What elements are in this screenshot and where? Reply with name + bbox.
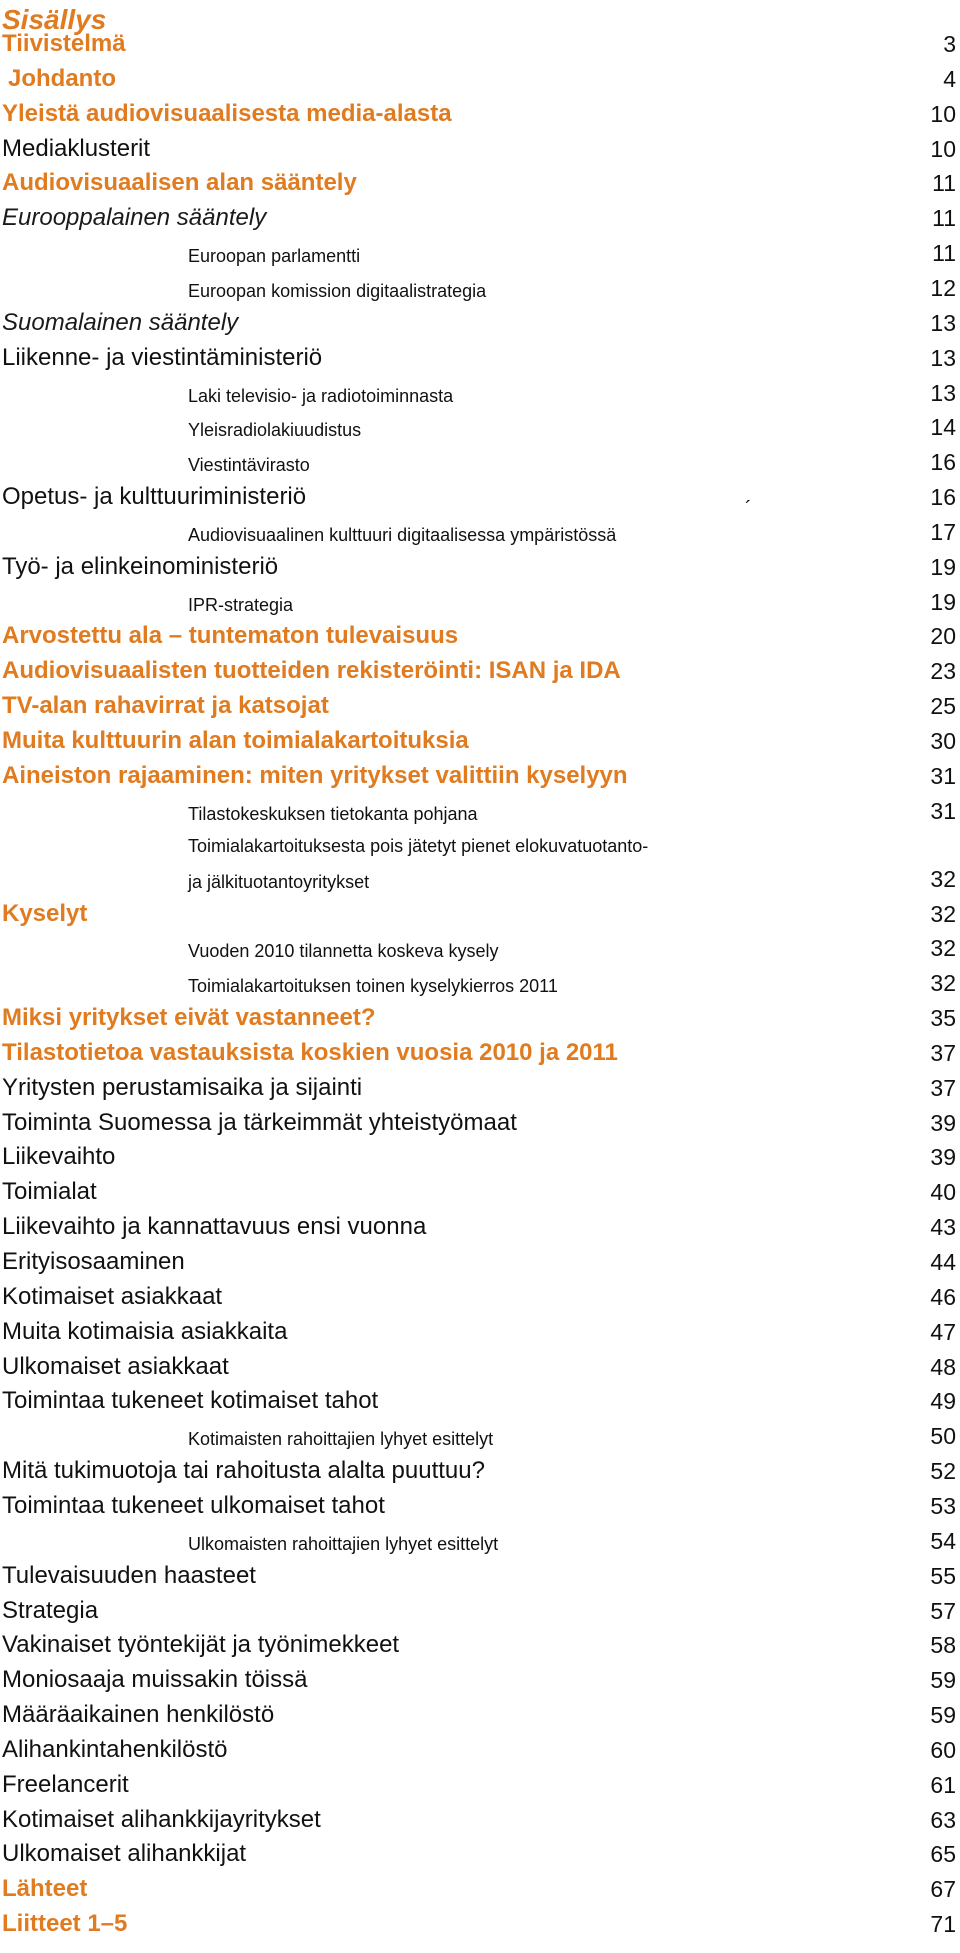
toc-entry-title: Toiminta Suomessa ja tärkeimmät yhteistyömaat xyxy=(2,1108,517,1136)
toc-entry[interactable] xyxy=(0,588,960,622)
toc-entry-title: Muita kulttuurin alan toimialakartoituksia xyxy=(2,727,469,754)
toc-entry-page: 16 xyxy=(930,484,956,511)
toc-entry-page: 13 xyxy=(930,309,956,336)
toc-entry-title: Laki televisio- ja radiotoiminnasta xyxy=(188,385,454,406)
toc-entry-page: 46 xyxy=(930,1283,956,1310)
toc-entry[interactable] xyxy=(0,518,960,552)
toc-entry-page: 47 xyxy=(930,1318,956,1345)
toc-entry[interactable] xyxy=(0,448,960,482)
toc-entry[interactable] xyxy=(0,135,960,169)
toc-entry[interactable] xyxy=(0,1387,960,1421)
toc-entry-title: Tilastokeskuksen tietokanta pohjana xyxy=(188,803,478,824)
toc-entry-page: 48 xyxy=(930,1353,956,1380)
toc-entry-page: 25 xyxy=(930,693,956,720)
toc-entry[interactable] xyxy=(0,1910,960,1944)
toc-entry[interactable] xyxy=(0,1527,960,1561)
toc-entry-page: 19 xyxy=(930,588,956,615)
toc-entry[interactable] xyxy=(0,1597,960,1631)
toc-entry-page: 40 xyxy=(930,1179,956,1206)
toc-entry[interactable] xyxy=(0,483,960,517)
toc-entry-page: 55 xyxy=(930,1562,956,1589)
toc-entry[interactable] xyxy=(0,1213,960,1247)
toc-entry-title: Yleisradiolakiuudistus xyxy=(188,420,362,441)
toc-entry-page: 20 xyxy=(930,623,956,650)
toc-entry[interactable] xyxy=(0,1318,960,1352)
toc-entry-page: 59 xyxy=(930,1667,956,1694)
toc-entry-page: 4 xyxy=(943,65,956,92)
toc-entry-title: Freelancerit xyxy=(2,1770,129,1798)
toc-entry[interactable] xyxy=(0,1806,960,1840)
toc-entry[interactable] xyxy=(0,1353,960,1387)
toc-entry-page: 11 xyxy=(932,170,956,197)
toc-entry[interactable] xyxy=(0,622,960,656)
toc-entry[interactable] xyxy=(0,344,960,378)
toc-entry-title: Alihankintahenkilöstö xyxy=(2,1735,228,1763)
toc-entry-title: Kotimaisten rahoittajien lyhyet esittelyt xyxy=(188,1429,494,1450)
toc-entry[interactable] xyxy=(0,65,960,99)
toc-entry-title: Euroopan komission digitaalistrategia xyxy=(188,280,487,301)
toc-entry[interactable] xyxy=(0,169,960,203)
toc-entry[interactable] xyxy=(0,204,960,238)
toc-entry-title: Liitteet 1–5 xyxy=(2,1910,128,1938)
toc-entry[interactable] xyxy=(0,30,960,64)
toc-entry[interactable] xyxy=(0,865,960,899)
toc-entry-title: Eurooppalainen sääntely xyxy=(2,204,267,232)
toc-entry-title: Arvostettu ala – tuntematon tulevaisuus xyxy=(2,622,459,650)
toc-entry-page: 32 xyxy=(930,865,956,892)
toc-entry-title: Määräaikainen henkilöstö xyxy=(2,1701,275,1729)
toc-entry-title: Yritysten perustamisaika ja sijainti xyxy=(2,1073,363,1101)
toc-entry[interactable] xyxy=(0,1631,960,1665)
toc-entry-page: 39 xyxy=(930,1109,956,1136)
toc-entry-page: 11 xyxy=(932,205,956,232)
toc-entry-page: 13 xyxy=(930,344,956,371)
toc-entry-title: Audiovisuaalisen alan sääntely xyxy=(2,169,357,197)
toc-entry-page: 32 xyxy=(930,935,956,962)
toc-entry-title: Mitä tukimuotoja tai rahoitusta alalta puuttuu? xyxy=(2,1457,485,1485)
toc-entry[interactable] xyxy=(0,413,960,447)
toc-entry-title: Ulkomaiset alihankkijat xyxy=(2,1840,247,1868)
toc-entry-title: Toimialakartoituksen toinen kyselykierros 2011 xyxy=(188,976,558,997)
toc-entry[interactable] xyxy=(0,1004,960,1038)
toc-entry-page: 65 xyxy=(930,1841,956,1868)
toc-entry[interactable] xyxy=(0,1771,960,1805)
toc-entry-title: Ulkomaisten rahoittajien lyhyet esittelyt xyxy=(188,1533,499,1554)
toc-entry[interactable] xyxy=(0,1283,960,1317)
toc-entry-page: 19 xyxy=(930,553,956,580)
toc-entry[interactable] xyxy=(0,692,960,726)
toc-entry-page: 67 xyxy=(930,1876,956,1903)
toc-entry-title: Audiovisuaalinen kulttuuri digitaalisessa ympäristössä xyxy=(188,524,617,545)
toc-entry-page: 44 xyxy=(930,1249,956,1275)
toc-entry-title: Vakinaiset työntekijät ja työnimekkeet xyxy=(2,1631,400,1659)
toc-entry[interactable] xyxy=(0,762,960,796)
toc-entry-title: IPR-strategia xyxy=(188,594,294,615)
toc-entry-title: Tulevaisuuden haasteet xyxy=(2,1561,256,1589)
toc-entry-page: 63 xyxy=(930,1806,956,1833)
toc-entry-page: 32 xyxy=(930,970,956,997)
toc-entry-title: Liikenne- ja viestintäministeriö xyxy=(2,343,323,371)
toc-entry-page: 16 xyxy=(930,449,956,476)
toc-entry-title: Kyselyt xyxy=(2,899,88,927)
toc-entry-page: 37 xyxy=(930,1039,956,1066)
toc-entry[interactable] xyxy=(0,657,960,691)
toc-entry-page: 35 xyxy=(930,1005,956,1032)
toc-entry-page: 53 xyxy=(930,1492,956,1519)
toc-heading: Sisällys xyxy=(2,4,107,35)
toc-entry-page: 61 xyxy=(930,1771,956,1798)
toc-entry[interactable] xyxy=(0,1109,960,1143)
toc-entry[interactable] xyxy=(0,309,960,343)
toc-entry[interactable] xyxy=(0,1492,960,1526)
toc-entry-title: Työ- ja elinkeinoministeriö xyxy=(2,552,279,580)
toc-entry-title: Suomalainen sääntely xyxy=(2,308,239,336)
toc-entry-title-continued: Toimialakartoituksesta pois jätetyt pienet elokuvatuotanto- xyxy=(188,835,649,856)
toc-entry[interactable] xyxy=(0,239,960,273)
toc-entry[interactable] xyxy=(0,553,960,587)
toc-entry-title: Erityisosaaminen xyxy=(2,1248,185,1275)
toc-entry-title: Liikevaihto ja kannattavuus ensi vuonna xyxy=(2,1213,427,1241)
toc-entry-title: Toimintaa tukeneet ulkomaiset tahot xyxy=(2,1491,385,1519)
toc-entry[interactable] xyxy=(0,969,960,1003)
toc-entry-page: 3 xyxy=(943,31,956,57)
toc-entry-page: 54 xyxy=(930,1527,956,1554)
toc-entry-title: Toimintaa tukeneet kotimaiset tahot xyxy=(2,1387,379,1415)
toc-entry-title: ja jälkituotantoyritykset xyxy=(188,871,370,892)
toc-entry-title: Audiovisuaalisten tuotteiden rekisteröinti: ISAN ja IDA xyxy=(2,657,621,685)
toc-entry-page: 13 xyxy=(930,379,956,406)
toc-entry-page: 57 xyxy=(930,1597,956,1624)
toc-entry[interactable] xyxy=(0,1736,960,1770)
toc-entry-page: 58 xyxy=(930,1632,956,1659)
toc-entry[interactable] xyxy=(0,727,960,761)
toc-entry-title: Kotimaiset alihankkijayritykset xyxy=(2,1805,321,1833)
toc-entry-page: 43 xyxy=(930,1214,956,1241)
toc-entry-title: Liikevaihto xyxy=(2,1143,116,1171)
toc-entry-page: 17 xyxy=(930,518,956,545)
toc-entry[interactable] xyxy=(0,1039,960,1073)
toc-entry-page: 10 xyxy=(930,135,956,162)
toc-entry-page: 50 xyxy=(930,1423,956,1450)
toc-entry-page: 14 xyxy=(930,414,956,441)
toc-entry[interactable] xyxy=(0,1840,960,1874)
toc-entry-page: 11 xyxy=(932,240,956,267)
toc-entry-page: 60 xyxy=(930,1736,956,1763)
toc-entry-title: Miksi yritykset eivät vastanneet? xyxy=(2,1004,376,1032)
toc-entry-title: Vuoden 2010 tilannetta koskeva kysely xyxy=(188,941,499,962)
toc-entry-title: TV-alan rahavirrat ja katsojat xyxy=(2,692,329,720)
toc-entry-page: 12 xyxy=(930,274,956,301)
stray-mark: ´ xyxy=(745,498,752,520)
toc-entry-title: Euroopan parlamentti xyxy=(188,246,361,267)
toc-entry[interactable] xyxy=(0,379,960,413)
toc-entry-title: Toimialat xyxy=(2,1178,97,1206)
toc-entry-page: 23 xyxy=(930,658,956,685)
toc-entry[interactable] xyxy=(0,1143,960,1177)
toc-entry-title: Mediaklusterit xyxy=(2,134,151,162)
toc-entry[interactable] xyxy=(0,1457,960,1491)
toc-entry-page: 10 xyxy=(930,100,956,127)
toc-entry-page: 30 xyxy=(930,728,956,754)
toc-entry-page: 37 xyxy=(930,1074,956,1101)
toc-entry-title: Viestintävirasto xyxy=(188,455,310,476)
toc-entry-title: Opetus- ja kulttuuriministeriö xyxy=(2,483,307,511)
toc-entry[interactable] xyxy=(0,1701,960,1735)
toc-entry-page: 32 xyxy=(930,900,956,927)
toc-entry[interactable] xyxy=(0,100,960,134)
toc-entry-page: 59 xyxy=(930,1702,956,1729)
toc-entry-title: Kotimaiset asiakkaat xyxy=(2,1282,223,1310)
toc-entry-page: 71 xyxy=(930,1911,956,1938)
toc-entry[interactable] xyxy=(0,934,960,968)
toc-entry[interactable] xyxy=(0,1074,960,1108)
toc-entry[interactable] xyxy=(0,1422,960,1456)
toc-entry[interactable] xyxy=(0,1178,960,1212)
toc-entry-page: 31 xyxy=(930,797,956,824)
toc-entry-title: Strategia xyxy=(2,1596,99,1624)
toc-entry-title: Muita kotimaisia asiakkaita xyxy=(2,1317,288,1345)
toc-entry-title: Johdanto xyxy=(8,64,116,92)
toc-entry[interactable] xyxy=(0,797,960,831)
toc-entry-page: 31 xyxy=(930,762,956,789)
toc-entry-title: Ulkomaiset asiakkaat xyxy=(2,1352,229,1380)
toc-entry[interactable] xyxy=(0,1875,960,1909)
toc-entry-title: Lähteet xyxy=(2,1875,88,1903)
toc-entry-title: Moniosaaja muissakin töissä xyxy=(2,1666,308,1694)
toc-entry[interactable] xyxy=(0,900,960,934)
toc-entry-page: 49 xyxy=(930,1388,956,1415)
toc-entry[interactable] xyxy=(0,1248,960,1282)
toc-entry-page: 52 xyxy=(930,1458,956,1485)
toc-entry[interactable] xyxy=(0,1666,960,1700)
toc-entry-page: 39 xyxy=(930,1144,956,1171)
toc-entry-title: Yleistä audiovisuaalisesta media-alasta xyxy=(2,99,452,127)
toc-entry[interactable] xyxy=(0,1562,960,1596)
toc-entry-title: Tiivistelmä xyxy=(2,30,126,57)
toc-entry[interactable] xyxy=(0,274,960,308)
toc-entry-title: Tilastotietoa vastauksista koskien vuosia 2010 ja 2011 xyxy=(2,1038,618,1066)
toc-entry-title: Aineiston rajaaminen: miten yritykset valittiin kyselyyn xyxy=(2,761,628,789)
